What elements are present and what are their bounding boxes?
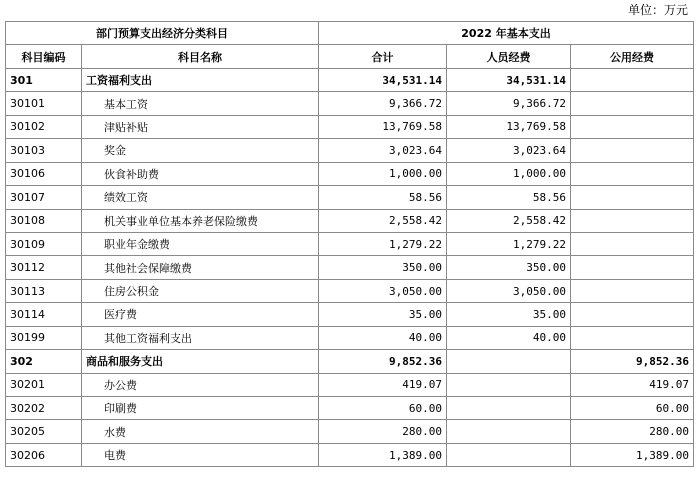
col-header-personnel: 人员经费 — [447, 45, 571, 68]
cell-personnel: 35.00 — [447, 303, 571, 326]
cell-name: 其他工资福利支出 — [82, 326, 319, 349]
cell-personnel: 34,531.14 — [447, 68, 571, 91]
cell-name: 印刷费 — [82, 397, 319, 420]
cell-public — [571, 139, 694, 162]
cell-public: 1,389.00 — [571, 443, 694, 466]
cell-personnel: 1,279.22 — [447, 232, 571, 255]
cell-total: 280.00 — [319, 420, 447, 443]
table-row — [6, 139, 694, 162]
cell-total: 1,279.22 — [319, 232, 447, 255]
cell-name: 奖金 — [82, 139, 319, 162]
cell-code: 30103 — [6, 139, 82, 162]
cell-total: 58.56 — [319, 186, 447, 209]
cell-code: 30206 — [6, 443, 82, 466]
cell-public — [571, 326, 694, 349]
cell-name: 职业年金缴费 — [82, 232, 319, 255]
table-row — [6, 186, 694, 209]
table-row — [6, 397, 694, 420]
cell-total: 2,558.42 — [319, 209, 447, 232]
col-header-code: 科目编码 — [6, 45, 82, 68]
table-row — [6, 92, 694, 115]
cell-public: 9,852.36 — [571, 350, 694, 373]
cell-code: 30106 — [6, 162, 82, 185]
cell-code: 30199 — [6, 326, 82, 349]
table-row — [6, 115, 694, 138]
cell-personnel: 58.56 — [447, 186, 571, 209]
cell-code: 302 — [6, 350, 82, 373]
cell-public — [571, 115, 694, 138]
col-header-public: 公用经费 — [571, 45, 694, 68]
cell-personnel — [447, 373, 571, 396]
cell-personnel: 40.00 — [447, 326, 571, 349]
table-row — [6, 209, 694, 232]
cell-name: 津贴补贴 — [82, 115, 319, 138]
category-row — [6, 350, 694, 373]
cell-personnel: 3,023.64 — [447, 139, 571, 162]
cell-total: 40.00 — [319, 326, 447, 349]
cell-public — [571, 68, 694, 91]
cell-code: 30202 — [6, 397, 82, 420]
cell-public — [571, 232, 694, 255]
cell-personnel — [447, 397, 571, 420]
cell-code: 30101 — [6, 92, 82, 115]
cell-total: 1,389.00 — [319, 443, 447, 466]
cell-total: 3,023.64 — [319, 139, 447, 162]
table-row — [6, 256, 694, 279]
cell-name: 电费 — [82, 443, 319, 466]
cell-code: 301 — [6, 68, 82, 91]
cell-public — [571, 256, 694, 279]
cell-public — [571, 209, 694, 232]
cell-name: 办公费 — [82, 373, 319, 396]
cell-total: 9,366.72 — [319, 92, 447, 115]
cell-name: 绩效工资 — [82, 186, 319, 209]
cell-public — [571, 162, 694, 185]
table-row — [6, 232, 694, 255]
cell-personnel: 1,000.00 — [447, 162, 571, 185]
table-row — [6, 162, 694, 185]
cell-name: 其他社会保障缴费 — [82, 256, 319, 279]
cell-total: 1,000.00 — [319, 162, 447, 185]
col-header-total: 合计 — [319, 45, 447, 68]
table-row — [6, 279, 694, 302]
cell-public — [571, 92, 694, 115]
cell-code: 30113 — [6, 279, 82, 302]
header-basic-expenditure: 2022 年基本支出 — [319, 22, 694, 45]
table-row — [6, 420, 694, 443]
table-body — [6, 68, 694, 466]
cell-personnel — [447, 443, 571, 466]
cell-total: 419.07 — [319, 373, 447, 396]
col-header-name: 科目名称 — [82, 45, 319, 68]
cell-total: 35.00 — [319, 303, 447, 326]
cell-personnel: 2,558.42 — [447, 209, 571, 232]
cell-name: 医疗费 — [82, 303, 319, 326]
cell-code: 30114 — [6, 303, 82, 326]
cell-name: 商品和服务支出 — [82, 350, 319, 373]
table-row — [6, 443, 694, 466]
table-row — [6, 373, 694, 396]
cell-personnel: 350.00 — [447, 256, 571, 279]
cell-code: 30107 — [6, 186, 82, 209]
cell-name: 工资福利支出 — [82, 68, 319, 91]
cell-code: 30102 — [6, 115, 82, 138]
cell-public: 419.07 — [571, 373, 694, 396]
cell-total: 9,852.36 — [319, 350, 447, 373]
cell-public: 280.00 — [571, 420, 694, 443]
unit-label: 单位：万元 — [627, 3, 688, 17]
cell-public — [571, 303, 694, 326]
cell-name: 基本工资 — [82, 92, 319, 115]
cell-total: 350.00 — [319, 256, 447, 279]
cell-name: 住房公积金 — [82, 279, 319, 302]
cell-name: 水费 — [82, 420, 319, 443]
cell-personnel — [447, 420, 571, 443]
budget-table — [5, 21, 694, 467]
table-row — [6, 326, 694, 349]
header-econ-class: 部门预算支出经济分类科目 — [6, 22, 319, 45]
cell-personnel — [447, 350, 571, 373]
header-column-row — [6, 45, 694, 68]
category-row — [6, 68, 694, 91]
cell-personnel: 9,366.72 — [447, 92, 571, 115]
cell-total: 34,531.14 — [319, 68, 447, 91]
cell-code: 30108 — [6, 209, 82, 232]
cell-total: 3,050.00 — [319, 279, 447, 302]
cell-code: 30112 — [6, 256, 82, 279]
cell-code: 30109 — [6, 232, 82, 255]
cell-personnel: 3,050.00 — [447, 279, 571, 302]
cell-name: 机关事业单位基本养老保险缴费 — [82, 209, 319, 232]
cell-public — [571, 186, 694, 209]
cell-personnel: 13,769.58 — [447, 115, 571, 138]
cell-total: 13,769.58 — [319, 115, 447, 138]
cell-name: 伙食补助费 — [82, 162, 319, 185]
cell-public — [571, 279, 694, 302]
cell-public: 60.00 — [571, 397, 694, 420]
cell-total: 60.00 — [319, 397, 447, 420]
cell-code: 30205 — [6, 420, 82, 443]
cell-code: 30201 — [6, 373, 82, 396]
header-group-row — [6, 22, 694, 45]
table-row — [6, 303, 694, 326]
